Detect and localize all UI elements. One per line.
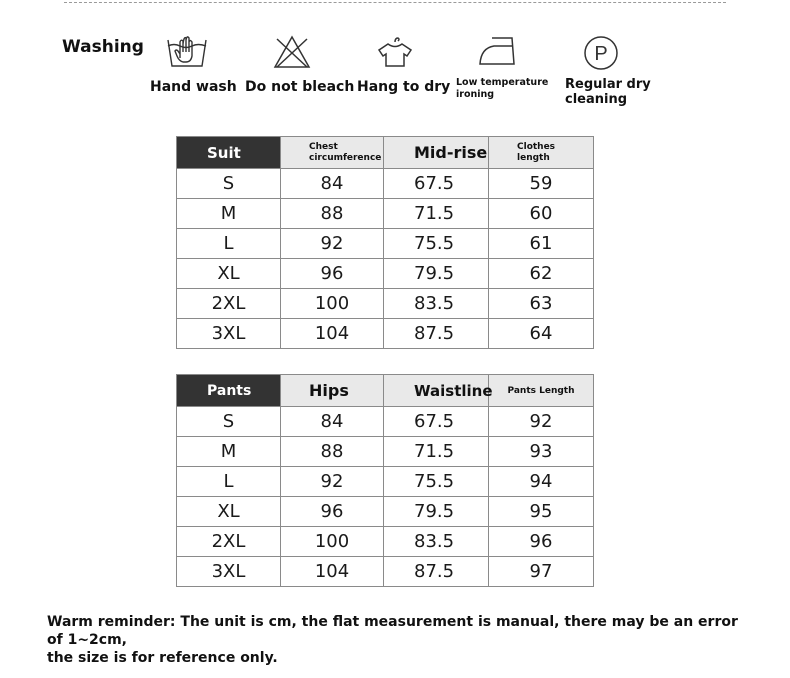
suit-table-cell-col2: 67.5 (384, 169, 489, 199)
pants-table-row (177, 407, 594, 437)
pants-table-cell-col2: 79.5 (384, 497, 489, 527)
pants-header-row (177, 375, 594, 407)
pants-table-cell-col1: 100 (281, 527, 384, 557)
suit-table-cell-size: S (177, 169, 281, 199)
suit-table-cell-size: XL (177, 259, 281, 289)
pants-table-cell-col3: 94 (489, 467, 594, 497)
pants-table-cell-size: L (177, 467, 281, 497)
suit-table-cell-col1: 84 (281, 169, 384, 199)
suit-table-cell-col3: 60 (489, 199, 594, 229)
low-temperature-ironing-icon (478, 34, 518, 68)
do-not-bleach-label: Do not bleach (245, 79, 355, 95)
pants-table-cell-col1: 96 (281, 497, 384, 527)
suit-table-row (177, 319, 594, 349)
regular-dry-cleaning-label: Regular dry cleaning (565, 77, 651, 107)
hand-wash-label: Hand wash (150, 79, 237, 95)
pants-table-cell-col3: 92 (489, 407, 594, 437)
suit-table-body (177, 169, 594, 349)
pants-table-row (177, 467, 594, 497)
pants-table-cell-size: XL (177, 497, 281, 527)
pants-table-cell-col1: 104 (281, 557, 384, 587)
top-divider (64, 2, 726, 3)
pants-table-cell-size: S (177, 407, 281, 437)
warm-reminder: Warm reminder: The unit is cm, the flat measurement is manual, there may be an error of 1~2cm, the size is for reference only. (47, 614, 738, 666)
pants-table-cell-col1: 92 (281, 467, 384, 497)
suit-table-cell-col3: 63 (489, 289, 594, 319)
pants-table-cell-size: 3XL (177, 557, 281, 587)
suit-header-size: Suit (177, 137, 281, 169)
suit-table-cell-col2: 75.5 (384, 229, 489, 259)
pants-header-waistline: Waistline (384, 375, 489, 407)
suit-table-cell-col3: 61 (489, 229, 594, 259)
suit-table-row (177, 199, 594, 229)
pants-table-cell-size: M (177, 437, 281, 467)
pants-table-cell-col1: 84 (281, 407, 384, 437)
suit-table-cell-col1: 100 (281, 289, 384, 319)
suit-table-cell-col2: 87.5 (384, 319, 489, 349)
suit-table-cell-col1: 92 (281, 229, 384, 259)
regular-dry-cleaning-icon (583, 35, 619, 71)
suit-table-cell-size: 3XL (177, 319, 281, 349)
suit-table-cell-col1: 96 (281, 259, 384, 289)
suit-header-row (177, 137, 594, 169)
pants-table-cell-col3: 93 (489, 437, 594, 467)
dry-cleaning-symbol: P (594, 43, 608, 65)
suit-table-cell-col3: 64 (489, 319, 594, 349)
pants-table-body (177, 407, 594, 587)
suit-table-cell-col3: 59 (489, 169, 594, 199)
pants-table-cell-col2: 75.5 (384, 467, 489, 497)
suit-table-cell-size: L (177, 229, 281, 259)
suit-table-cell-col2: 83.5 (384, 289, 489, 319)
suit-header-mid-rise: Mid-rise (384, 137, 489, 169)
pants-table-cell-col1: 88 (281, 437, 384, 467)
suit-table-cell-col3: 62 (489, 259, 594, 289)
pants-size-table (176, 374, 594, 587)
pants-table-cell-col3: 96 (489, 527, 594, 557)
suit-table-cell-col2: 71.5 (384, 199, 489, 229)
pants-table-cell-col2: 71.5 (384, 437, 489, 467)
pants-table-cell-col3: 97 (489, 557, 594, 587)
pants-header-hips: Hips (281, 375, 384, 407)
washing-title: Washing (62, 37, 144, 57)
suit-size-table (176, 136, 594, 349)
suit-header-chest: Chest circumference (281, 137, 384, 169)
suit-table-row (177, 169, 594, 199)
pants-header-size: Pants (177, 375, 281, 407)
low-temperature-ironing-label: Low temperature ironing (456, 77, 549, 100)
suit-header-clothes-length: Clothes length (489, 137, 594, 169)
pants-table-row (177, 527, 594, 557)
hang-to-dry-icon (376, 36, 414, 68)
pants-table-cell-col3: 95 (489, 497, 594, 527)
suit-table-cell-size: 2XL (177, 289, 281, 319)
pants-table-row (177, 557, 594, 587)
suit-table-cell-col1: 88 (281, 199, 384, 229)
suit-table-cell-col1: 104 (281, 319, 384, 349)
pants-table-row (177, 437, 594, 467)
do-not-bleach-icon (273, 35, 311, 69)
suit-table-cell-size: M (177, 199, 281, 229)
pants-table-row (177, 497, 594, 527)
pants-table-cell-col2: 67.5 (384, 407, 489, 437)
pants-header-length: Pants Length (489, 375, 594, 407)
suit-table-row (177, 229, 594, 259)
pants-table-cell-col2: 87.5 (384, 557, 489, 587)
pants-table-cell-col2: 83.5 (384, 527, 489, 557)
suit-table-row (177, 289, 594, 319)
suit-table-row (177, 259, 594, 289)
hand-wash-icon (166, 34, 208, 70)
pants-table-cell-size: 2XL (177, 527, 281, 557)
suit-table-cell-col2: 79.5 (384, 259, 489, 289)
hang-to-dry-label: Hang to dry (357, 79, 451, 95)
